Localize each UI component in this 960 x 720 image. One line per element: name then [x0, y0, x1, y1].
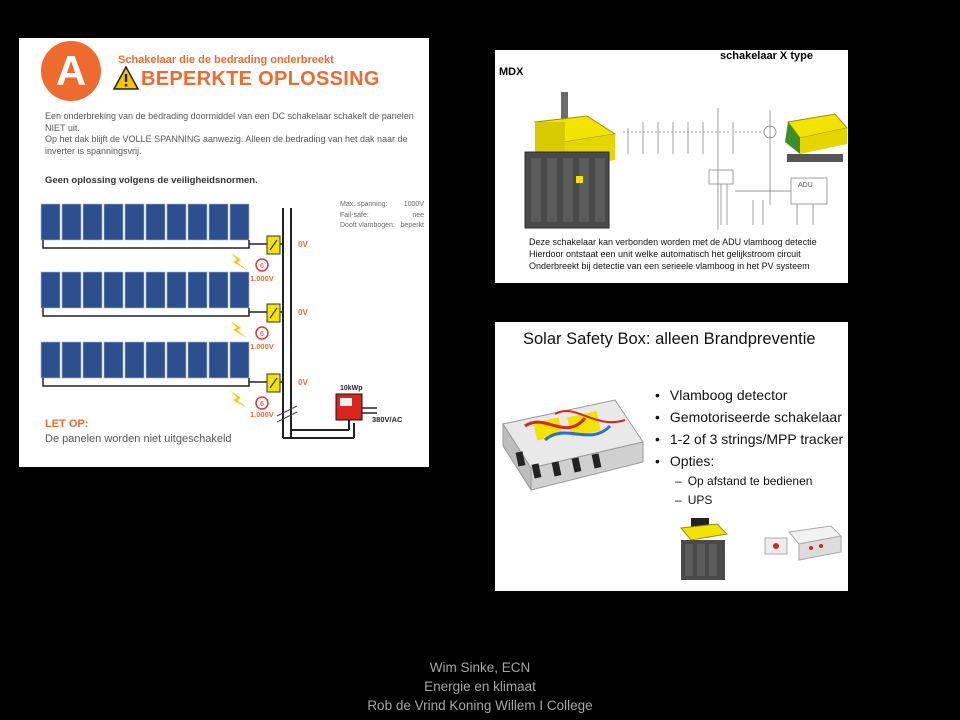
footer-institution: Rob de Vrind Koning Willem I College — [367, 698, 593, 713]
mdx-switch-image — [525, 92, 615, 228]
no-solution-text: Geen oplossing volgens de veiligheidsnormen. — [45, 175, 258, 186]
solar-panel-icon — [41, 342, 249, 378]
feature-list — [655, 384, 843, 472]
panel-switch-x-type — [495, 50, 848, 283]
inverter-power: 10kWp — [340, 385, 363, 392]
panel-b-description — [529, 236, 817, 272]
hazard-voltage: 1.000V — [250, 410, 274, 419]
panel-b-title: schakelaar X type — [720, 50, 813, 62]
hazard-voltage: 1.000V — [250, 274, 274, 283]
panel-a-title: BEPERKTE OPLOSSING — [141, 68, 380, 90]
solar-row — [41, 204, 283, 271]
list-item: • 1-2 of 3 strings/MPP tracker — [655, 428, 843, 450]
wiring-diagram — [19, 38, 429, 467]
svg-text:6: 6 — [260, 401, 264, 408]
detector-device-image — [765, 526, 841, 560]
footer-topic: Energie en klimaat — [424, 679, 536, 694]
spec-row: Fail-safe: nee — [340, 211, 424, 219]
note-text: De panelen worden niet uitgeschakeld — [45, 433, 232, 445]
body-line-2: Op het dak blijft de VOLLE SPANNING aanwezig. Alleen de bedrading van het dak naar de inverter is spanningsvrij. — [45, 134, 408, 156]
row-output-voltage: 0V — [298, 308, 308, 317]
panel-c-title: Solar Safety Box: alleen Brandpreventie — [523, 330, 816, 348]
svg-text:6: 6 — [260, 331, 264, 338]
solar-row — [41, 342, 283, 409]
row-output-voltage: 0V — [298, 240, 308, 249]
list-item: • Gemotoriseerde schakelaar — [655, 406, 843, 428]
panel-solar-safety-box — [495, 322, 848, 591]
footer-author: Wim Sinke, ECN — [429, 660, 531, 675]
inverter-output: 380V/AC — [372, 415, 403, 424]
note-heading: LET OP: — [45, 418, 89, 430]
hazard-voltage: 1.000V — [250, 342, 274, 351]
solar-panel-icon — [41, 204, 249, 240]
product-label: MDX — [499, 66, 524, 78]
arc-flash-icon — [231, 321, 247, 338]
desc-line: Hierdoor ontstaat een unit welke automatisch het gelijkstroom circuit — [529, 249, 801, 259]
spec-row: Dooft vlambogen: beperkt — [340, 222, 424, 229]
list-item: • Opties: — [655, 450, 843, 472]
inverter-icon — [336, 394, 377, 420]
row-output-voltage: 0V — [298, 378, 308, 387]
desc-line: Onderbreekt bij detectie van een serieele vlamboog in het PV systeem — [529, 261, 810, 271]
panel-a-subtitle: Schakelaar die de bedrading onderbreekt — [118, 54, 334, 66]
solar-row — [41, 272, 283, 339]
arc-flash-icon — [231, 391, 247, 408]
list-item: – Op afstand te bedienen — [675, 472, 812, 491]
rotary-switch-image — [681, 518, 727, 580]
arc-flash-icon — [231, 253, 247, 270]
desc-line: Deze schakelaar kan verbonden worden met de ADU vlamboog detectie — [529, 237, 817, 247]
solar-panel-icon — [41, 272, 249, 308]
adu-label: ADU — [798, 182, 813, 189]
slide-footer — [0, 658, 960, 715]
spec-row: Max. spanning: 1000V — [340, 201, 424, 208]
option-badge: A — [41, 41, 101, 101]
adu-device-image — [785, 114, 847, 162]
list-item: • Vlamboog detector — [655, 384, 843, 406]
option-list — [675, 472, 812, 510]
body-line-1: Een onderbreking van de bedrading doormiddel van een DC schakelaar schakelt de panelen NIET uit. — [45, 111, 414, 133]
junction-box-image — [503, 400, 643, 490]
panel-limited-solution — [19, 38, 429, 467]
svg-text:6: 6 — [260, 263, 264, 270]
list-item: – UPS — [675, 491, 812, 510]
